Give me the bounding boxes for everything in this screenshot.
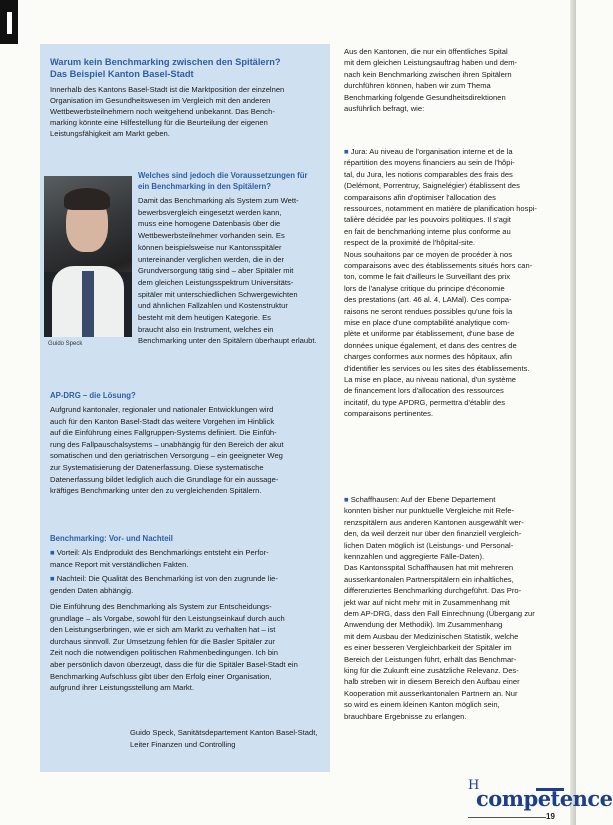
body-line: Aufgrund kantonaler, regionaler und nationaler Entwicklungen wird [50,405,274,414]
conclusion-line: Die Einführung des Benchmarking als System zur Entscheidungs- [50,602,272,611]
intro-line: Organisation im Gesundheitswesen im Vergleich mit den anderen [50,96,271,105]
bullet-square: ■ [50,548,55,557]
body-line: Benchmarking unter den Spitälern überhaupt erlaubt. [138,336,317,346]
bullet-square: ■ [344,495,349,504]
schaffhausen-line: ausserkantonalen Partnerspitälern ein inhaltliches, [344,574,514,584]
logo-text: competence [476,786,613,811]
jura-line: incitatif, du type APDRG, permettra d'établir des [344,397,505,407]
body-line: Datenerfassung bildet lediglich auch die Grundlage für ein aussage- [50,474,279,484]
jura-line: répartition des moyens financiers au sein de l'hôpi- [344,158,515,168]
right-body-line: mit dem gleichen Leistungsauftrag haben und dem- [344,58,518,68]
body-line: besteht mit dem heutigen Kategorie. Es [138,313,271,322]
schaffhausen-line: brauchbare Ergebnisse zu erlangen. [344,711,467,721]
jura-line: d'identifier les services ou les sites des établissements. [344,363,530,373]
conclusion-line: den Leistungserbringen, wie er sich am Markt zu verhalten hat – ist [50,625,276,635]
schaffhausen-line: kennzahlen und aggregierte Fälle-Daten). [344,552,485,561]
photo-caption: Guido Speck [48,341,83,347]
article-title-line: Das Beispiel Kanton Basel-Stadt [50,69,194,79]
conclusion-line: durchaus sinnvoll. Zur Umsetzung fehlen für die Basler Spitäler zur [50,636,275,646]
body-line: Damit das Benchmarking als System zum Wett- [138,196,299,205]
conclusion-line: grundlage – als Vorgabe, sowohl für den Leistungseinkauf durch auch [50,613,285,623]
question-heading-line: ein Benchmarking in den Spitälern? [138,182,272,191]
intro-line: Leistungsfähigkeit am Markt geben. [50,129,170,138]
jura-line: charges conformes aux normes des hôpitaux, afin [344,352,512,362]
schaffhausen-line: differenziertes Benchmarking durchgeführt. Das Pro- [344,586,522,596]
schaffhausen-line: ■ Schaffhausen: Auf der Ebene Departement [344,495,496,504]
schaffhausen-line: Anwendung der Methodik). Im Zusammenhang [344,620,503,630]
jura-line: des prestations (art. 46 al. 4, LAMal). Ces compa- [344,295,512,305]
disadvantage-line: ■ Nachteil: Die Qualität des Benchmarking ist von den zugrunde lie- [50,574,278,583]
footer-line [468,817,546,818]
section-heading: AP-DRG – die Lösung? [50,391,136,400]
advantage-line: mance Report mit verständlichen Fakten. [50,559,189,569]
intro-line: marking könnte eine Hilfestellung für die Beurteilung der eigenen [50,118,268,127]
body-line: Grundversorgung tätig sind – aber Spitäler mit [138,266,294,276]
jura-line: ressources, notamment en matière de planification hospi- [344,204,537,213]
body-line: bewerbsvergleich eingesetzt werden kann, [138,207,282,217]
corner-print-mark [0,0,18,44]
jura-line: respect de la proximité de l'hôpital-site. [344,238,476,248]
schaffhausen-line: lichen Daten möglich ist (Leistungs- und Personal- [344,540,514,550]
body-line: auch für den Kanton Basel-Stadt das weitere Vorgehen im Hinblick [50,416,275,426]
right-body-line: Aus den Kantonen, die nur ein öffentliches Spital [344,47,508,56]
schaffhausen-line: renzspitälern aus anderen Kantonen ausgewählt wer- [344,517,524,527]
body-line: untereinander verglichen werden, die in der [138,254,285,264]
section-heading: Benchmarking: Vor- und Nachteil [50,534,173,543]
jura-line: de financement lors d'allocation des ressources [344,386,504,396]
body-line: kräftiges Benchmarking unter den zu vergleichenden Spitälern. [50,486,262,496]
schaffhausen-line: dem AP-DRG, dass den Fall Einrechnung (Übergang zur [344,609,535,618]
logo-h: H [468,778,480,793]
jura-line: données unique également, et dans des centres de [344,340,517,350]
bullet-square: ■ [50,574,55,583]
schaffhausen-line: Das Kantonsspital Schaffhausen hat mit mehreren [344,563,514,573]
page-number: 19 [546,812,555,821]
schaffhausen-line: Bereich der Leistungen führt, erhält das Benchmar- [344,654,517,664]
jura-line: tal, du Jura, les notions comparables des frais des [344,169,513,179]
body-line: somatischen und den geriatrischen Versorgung – ein geeigneter Weg [50,451,283,461]
body-line: zur Systematisierung der Datenerfassung. Diese systematische [50,463,264,472]
schaffhausen-line: king für die Zukunft eine zusätzliche Relevanz. Des- [344,666,519,675]
jura-line: ton, comme le fait d'ailleurs le Surveillant des prix [344,272,511,282]
jura-line: (Delémont, Porrentruy, Saignelégier) établissent des [344,181,520,191]
jura-line: mise en place d'une comptabilité analytique com- [344,318,510,327]
page-edge [570,0,576,825]
schaffhausen-line: halb streben wir in diesem Bereich den Aufbau einer [344,677,520,687]
schaffhausen-line: mit dem Ausbau der Medizinischen Statistik, welche [344,631,519,641]
body-line: rung des Fallpauschalsystems – unabhängig für den Bereich der akut [50,439,284,449]
right-body-line: durchführen können, haben wir zum Thema [344,81,491,91]
schaffhausen-line: es einer besseren Vergleichbarkeit der Spitäler im [344,643,512,653]
disadvantage-line: genden Daten abhängig. [50,585,134,595]
schaffhausen-line: konnten bisher nur punktuelle Vergleiche mit Refe- [344,506,515,516]
right-body-line: ausführlich befragt, wie: [344,104,425,113]
body-line: dem gleichen Leistungsspektrum Universitäts- [138,277,294,287]
intro-line: Innerhalb des Kantons Basel-Stadt ist die Marktposition der einzelnen [50,85,285,94]
body-line: und ähnlichen Fallzahlen und Kostenstruktur [138,301,288,311]
competence-logo [464,778,613,814]
question-heading-line: Welches sind jedoch die Voraussetzungen für [138,171,308,180]
body-line: können beispielsweise nur Kantonsspitäler [138,242,282,252]
jura-line: plète et uniforme par établissement, d'une base de [344,329,515,339]
jura-line: ■ Jura: Au niveau de l'organisation interne et de la [344,147,513,156]
jura-line: comparaisons avec des établissements situés hors can- [344,261,533,270]
body-line: spitäler mit unterschiedlichen Schwergewichten [138,289,298,299]
signature-line: Leiter Finanzen und Controlling [130,740,236,749]
jura-line: lors de l'analyse critique du principe d'économie [344,283,505,293]
advantage-line: ■ Vorteil: Als Endprodukt des Benchmarkings entsteht ein Perfor- [50,548,269,557]
schaffhausen-line: jekt war auf nicht mehr mit in Zusammenhang mit [344,597,510,607]
schaffhausen-line: Kooperation mit ausserkantonalen Partnern an. Nur [344,688,518,698]
jura-line: talière décidée par les pouvoirs politiques. Il s'agit [344,215,511,225]
article-title-line: Warum kein Benchmarking zwischen den Spitälern? [50,57,281,67]
intro-line: Wettbewerbsteilnehmern noch weitgehend unbekannt. Das Bench- [50,107,275,116]
signature-line: Guido Speck, Sanitätsdepartement Kanton Basel-Stadt, [130,728,318,737]
conclusion-line: Zeit noch die notwendigen politischen Rahmenbedingungen. Ich bin [50,648,278,658]
conclusion-line: aber persönlich davon überzeugt, dass die für die Spitäler Basel-Stadt ein [50,660,298,669]
portrait-photo [44,176,132,337]
right-body-line: Benchmarking folgende Gesundheitsdirektionen [344,92,506,102]
conclusion-line: Benchmarking Aufschluss gibt über den Erfolg einer Organisation, [50,671,272,681]
body-line: muss eine homogene Datenbasis über die [138,219,281,229]
jura-line: comparaisons afin d'optimiser l'allocation des [344,192,496,202]
jura-line: La mise en place, au niveau national, d'un système [344,375,516,384]
right-body-line: nach kein Benchmarking zwischen ihren Spitälern [344,69,512,79]
jura-line: Nous souhaitons par ce moyen de procéder à nos [344,249,513,259]
body-line: auf die Einführung eines Fallgruppen-Systems definiert. Die Einfüh- [50,428,277,438]
bullet-square: ■ [344,147,349,156]
jura-line: en fait de benchmarking interne plus conforme au [344,226,511,236]
jura-line: comparaisons pertinentes. [344,409,434,419]
schaffhausen-line: den, da weil derzeit nur über den finanziell vergleich- [344,529,522,539]
body-line: braucht also ein Instrument, welches ein [138,324,274,334]
body-line: Wettbewerbsteilnehmer vorhanden sein. Es [138,231,285,241]
jura-line: raisons ne seront rendues possibles qu'une fois la [344,306,513,316]
conclusion-line: aufgrund ihrer Leistungsstellung am Markt. [50,683,194,693]
schaffhausen-line: so wird es einem kleinen Kanton möglich sein, [344,700,500,710]
